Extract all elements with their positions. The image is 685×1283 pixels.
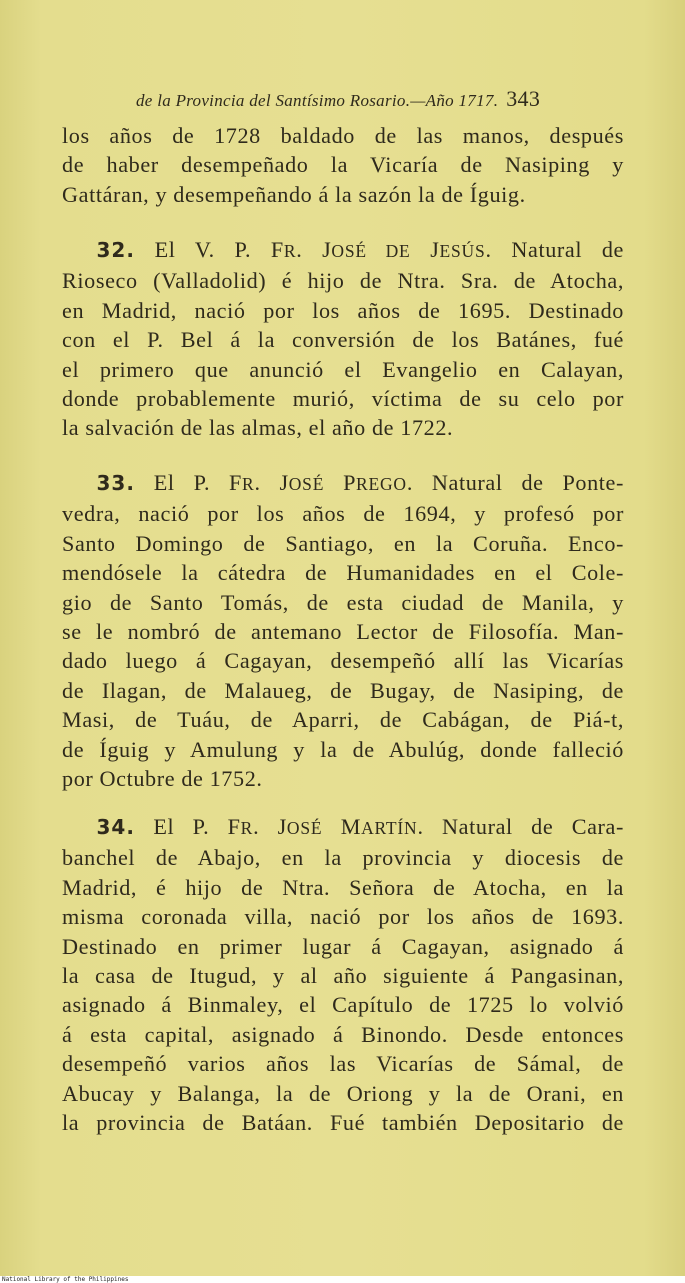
text-line: gio de Santo Tomás, de esta ciudad de Manila, y bbox=[62, 589, 624, 615]
text-line: por Octubre de 1752. bbox=[62, 766, 263, 792]
text-line: de Ilagan, de Malaueg, de Bugay, de Nasiping, de bbox=[62, 677, 624, 703]
running-title: de la Provincia del Santísimo Rosario.—Año 1717. bbox=[136, 91, 499, 110]
text-line: Gattáran, y desempeñando á la sazón la de Íguig. bbox=[62, 181, 526, 207]
text-line: dado luego á Cagayan, desempeñó allí las Vicarías bbox=[62, 648, 624, 674]
text-line: Madrid, é hijo de Ntra. Señora de Atocha, en la bbox=[62, 874, 624, 900]
entry-heading-line: 32. El V. P. FR. JOSÉ DE JESÚS. Natural de bbox=[96, 237, 624, 262]
entry-heading-line: 33. El P. FR. JOSÉ PREGO. Natural de Ponte- bbox=[96, 470, 624, 495]
entry-heading-line: 34. El P. FR. JOSÉ MARTÍN. Natural de Cara- bbox=[96, 814, 624, 839]
entry-32 bbox=[62, 235, 624, 443]
text-line: Destinado en primer lugar á Cagayan, asignado á bbox=[62, 933, 624, 959]
text-line: los años de 1728 baldado de las manos, después bbox=[62, 123, 624, 148]
text-line: Rioseco (Valladolid) é hijo de Ntra. Sra. de Atocha, bbox=[62, 268, 624, 294]
entry-33 bbox=[62, 468, 624, 793]
text-line: la salvación de las almas, el año de 1722. bbox=[62, 415, 454, 441]
text-line: desempeñó varios años las Vicarías de Sámal, de bbox=[62, 1051, 624, 1077]
text-line: Santo Domingo de Santiago, en la Coruña. Enco- bbox=[62, 530, 624, 556]
text-line: se le nombró de antemano Lector de Filosofía. Man- bbox=[62, 619, 624, 645]
entry-34 bbox=[62, 812, 624, 1137]
text-line: mendósele la cátedra de Humanidades en el Cole- bbox=[62, 560, 624, 586]
text-line: vedra, nació por los años de 1694, y profesó por bbox=[62, 501, 624, 527]
text-line: Abucay y Balanga, la de Oriong y la de Orani, en bbox=[62, 1080, 624, 1106]
text-line: la provincia de Batáan. Fué también Depositario de bbox=[62, 1110, 624, 1136]
page-number: 343 bbox=[506, 86, 541, 111]
intro-paragraph bbox=[62, 121, 624, 209]
entry-heading-rest: Natural de bbox=[491, 237, 624, 262]
library-watermark: National Library of the Philippines bbox=[0, 1276, 685, 1283]
text-line: la casa de Itugud, y al año siguiente á Pangasinan, bbox=[62, 963, 624, 989]
text-line: banchel de Abajo, en la provincia y diocesis de bbox=[62, 845, 624, 871]
text-line: misma coronada villa, nació por los años de 1693. bbox=[62, 904, 624, 930]
text-line: en Madrid, nació por los años de 1695. Destinado bbox=[62, 297, 624, 323]
entry-number: 34. bbox=[96, 815, 135, 839]
text-line: de Íguig y Amulung y la de Abulúg, donde falleció bbox=[62, 736, 624, 762]
text-line: de haber desempeñado la Vicaría de Nasiping y bbox=[62, 152, 624, 178]
text-line: asignado á Binmaley, el Capítulo de 1725 lo volvió bbox=[62, 992, 624, 1018]
text-line: con el P. Bel á la conversión de los Batánes, fué bbox=[62, 327, 624, 353]
entry-number: 32. bbox=[96, 238, 135, 262]
text-line: Masi, de Tuáu, de Aparri, de Cabágan, de Piá-t, bbox=[62, 707, 624, 733]
text-line: á esta capital, asignado á Binondo. Desde entonces bbox=[62, 1021, 624, 1047]
text-line: el primero que anunció el Evangelio en Calayan, bbox=[62, 356, 624, 382]
running-head bbox=[136, 86, 605, 112]
entry-heading-rest: . Natural de Ponte- bbox=[406, 470, 624, 495]
text-line: donde probablemente murió, víctima de su celo por bbox=[62, 386, 624, 412]
entry-heading-rest: . Natural de Cara- bbox=[417, 814, 624, 839]
entry-number: 33. bbox=[96, 471, 135, 495]
